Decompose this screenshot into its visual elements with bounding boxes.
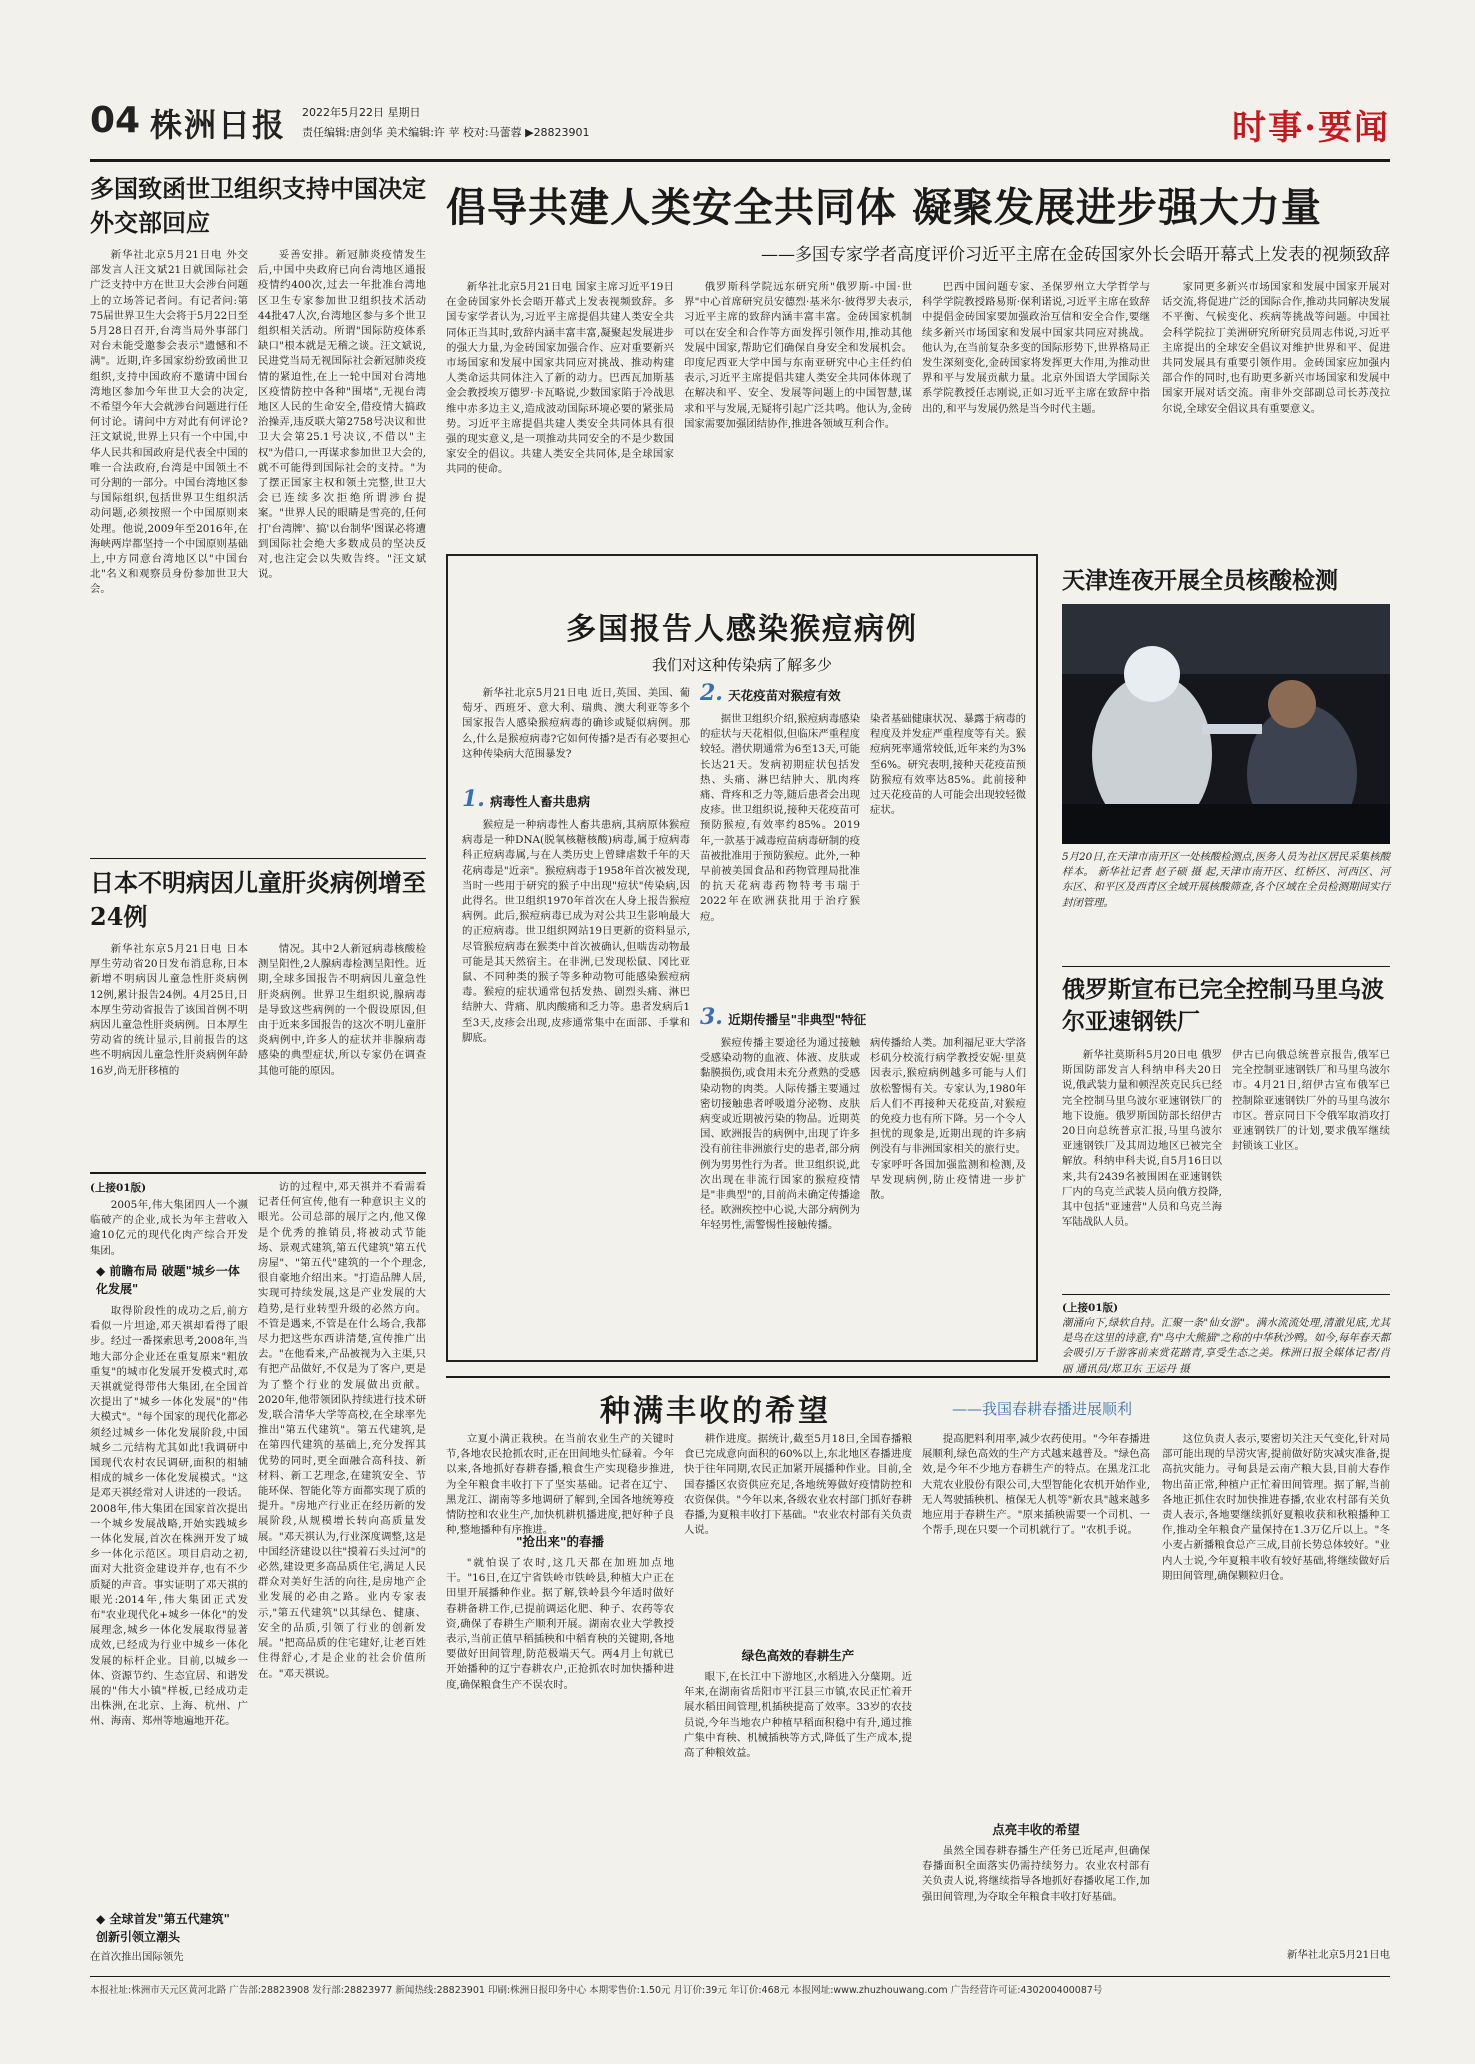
tianjin-caption: 5月20日,在天津市南开区一处核酸检测点,医务人员为社区居民采集核酸样本。 新华社记者 赵子硕 摄 起,天津市南开区、红桥区、河西区、河东区、和平区及西青区全域开展核酸筛查,各个区域在全员检测期间实行封闭管理。: [1062, 851, 1390, 909]
poem-text: 潮涌向下,绿软自持。汇聚一条"仙女游"。满水流流处理,清澈见底,尤其是鸟在这里的诗意,有"鸟中大熊猫"之称的中华秋沙鸭。如今,每年春天都会吸引万千游客前来赏花踏青,享受生态之美。株洲日报全媒体记者/肖丽 通讯员/郑卫东 王运丹 摄: [1062, 1317, 1390, 1375]
monkeypox-headline: 多国报告人感染猴痘病例: [566, 612, 918, 647]
footer-rule: [90, 1976, 1390, 1977]
harvest-col3b: 虽然全国春耕春播生产任务已近尾声,但确保春播面积全面落实仍需持续努力。农业农村部有关负责人说,将继续指导各地抓好春播收尾工作,加强田间管理,为夺取全年粮食丰收打好基础。: [922, 1845, 1150, 1903]
divider: [90, 1172, 426, 1174]
harvest-subhead-2: 绿色高效的春耕生产: [741, 1648, 855, 1663]
section-heading: 天花疫苗对猴痘有效: [728, 688, 841, 703]
divider: [1062, 1294, 1390, 1295]
section-heading: 近期传播呈"非典型"特征: [728, 1012, 867, 1027]
tianjin-headline: 天津连夜开展全员核酸检测: [1062, 567, 1338, 594]
lead-subtitle: ——多国专家学者高度评价习近平主席在金砖国家外长会晤开幕式上发表的视频致辞: [761, 245, 1390, 265]
section-number: 1.: [462, 786, 485, 812]
divider: [1062, 966, 1390, 967]
continuation-subhead-2: ◆ 全球首发"第五代建筑" 创新引领立潮头: [96, 1912, 230, 1944]
continuation-col2: 访的过程中,邓天祺并不看需看记者任何宣传,他有一种意识主义的眼光。公司总部的展厅之内,他又像是个优秀的推销员,将被动式节能场、景观式建筑,第五代建筑"第五代房屋"、"第五代"建筑的一个个理念,很自豪地介绍出来。"打造品牌人居,实现可持续发展,这是产业发展的大趋势,是行业转型升级的必然方向。不管是遇来,不管是在什么场合,我都尽力把这些东西讲清楚,宣传推广出去。"在他看来,产品被视为入主渠,只有把产品做好,不仅是为了客户,更是为了整个行业的发展做出贡献。2020年,他带领团队持续进行技术研发,联合清华大学等高校,在全球率先推出"第五代建筑"。第五代建筑,是在第四代建筑的基础上,充分发挥其优势的同时,更全面融合高科技、新材料、新工艺理念,在建筑安全、节能环保、智能化等方面都实现了质的提升。"房地产行业正在经历新的发展阶段,从规模增长转向高质量发展。"邓天祺认为,行业深度调整,这是中国经济建设以往"摸着石头过河"的必然,建设更多高品质住宅,满足人民群众对美好生活的向往,是房地产企业发展的必由之路。业内专家表示,"第五代建筑"以其绿色、健康、安全的品质,引领了行业的创新发展。"把高品质的住宅建好,让老百姓住得舒心,才是企业的社会价值所在。"邓天祺说。: [258, 1181, 426, 1680]
monkeypox-body-2: 据世卫组织介绍,猴痘病毒感染的症状与天花相似,但临床严重程度较轻。潜伏期通常为6至13天,可能长达21天。发病初期症状包括发热、头痛、淋巴结肿大、肌肉疼痛、背疼和乏力等,随后患者会出现皮疹。世卫组织说,接种天花疫苗可预防猴痘,有效率约85%。2019年,一款基于减毒痘苗病毒研制的疫苗被批准用于预防猴痘。此外,一种早前被美国食品和药物管理局批准的抗天花病毒药物特考韦瑞于2022年在欧洲获批用于治疗猴痘。: [700, 713, 860, 923]
who-body-col2: 妥善安排。新冠肺炎疫情发生后,中国中央政府已向台湾地区通报疫情约400次,过去一年批准台湾地区卫生专家参加世卫组织技术活动44批47人次,台湾地区参与多个世卫组织相关活动。所谓"国际防疫体系缺口"根本就是无稽之谈。汪文斌说,民进党当局无视国际社会新冠肺炎疫情的紧迫性,在上一轮中国对台湾地区疫情防控中各种"围堵",无视台湾地区人民的生命安全,借疫情大搞政治操弄,违反联大第2758号决议和世卫大会第25.1号决议,不借以"主权"为借口,一再谋求参加世卫大会的,就不可能得到国际社会的支持。"为了摆正国家主权和领土完整,世卫大会已连续多次拒绝所谓涉台提案。"世界人民的眼睛是雪亮的,任何打'台湾牌'、搞'以台制华'图谋必将遭到国际社会绝大多数成员的坚决反对,也注定会以失败告终。"汪文斌说。: [258, 249, 426, 581]
page-number: 04: [90, 100, 141, 141]
continuation-subhead-1: ◆ 前瞻布局 破题"城乡一体化发展": [96, 1264, 240, 1296]
continuation-col1c: 在首次推出国际领先: [90, 1951, 184, 1963]
continuation-col1: 2005年,伟大集团四人一个濒临破产的企业,成长为年主营收入逾10亿元的现代化肉产综合开发集团。: [90, 1199, 248, 1257]
who-headline: 多国致函世卫组织支持中国决定 外交部回应: [90, 174, 426, 237]
section-heading: 病毒性人畜共患病: [490, 794, 591, 809]
lead-headline: 倡导共建人类安全共同体 凝聚发展进步强大力量: [446, 184, 1322, 231]
harvest-col4: 这位负责人表示,要密切关注天气变化,针对局部可能出现的旱涝灾害,提前做好防灾减灾准备,提高抗灾能力。寻甸县是云南产粮大县,目前大春作物出苗正常,种植户正忙着田间管理。据了解,当前各地正抓住农时加快推进春播,农业农村部有关负责人表示,各地要继续抓好夏粮收获和秋粮播种工作,推动全年粮食产量保持在1.3万亿斤以上。"冬小麦占新播粮食总产三成,目前长势总体较好。"业内人士说,今年夏粮丰收有较好基础,将继续做好后期田间管理,确保颗粒归仓。: [1162, 1433, 1390, 1582]
section-name: 时事·要闻: [1232, 108, 1390, 148]
tianjin-photo: [1062, 604, 1390, 844]
continuation-col1b: 取得阶段性的成功之后,前方看似一片坦途,邓天祺却看得了眼步。经过一番探索思考,2008年,当地大部分企业还在重复原来"粗放重复"的城市化发展开发模式时,邓天祺就觉得带伟大集团,在全国首次提出了"城乡一体化发展"的"伟大模式"。"每个国家的现代化都必须经过城乡一体化发展阶段,中国城乡二元结构尤其如此!我调研中国现代农村农民调研,面积的相辅相成的城乡一体化发展模式。"这是邓天祺经常对人讲述的一段话。2008年,伟大集团在国家首次提出一个城乡发展战略,开始实践城乡一体化发展,首次在株洲开发了城乡一体化示范区。项目启动之初,面对大批资金建设并存,也有不少质疑的声音。事实证明了邓天祺的眼光:2014年,伟大集团正式发布"农业现代化+城乡一体化"的发展理念,城乡一体化发展取得显著成效,已经成为行业中城乡一体化发展的标杆企业。目前,以城乡一体、资源节约、生态宜居、和谐发展的"伟大小镇"样板,已经成功走出株洲,在北京、上海、杭州、广州、海南、郑州等地遍地开花。: [90, 1305, 248, 1728]
date-line: 2022年5月22日 星期日: [302, 106, 421, 119]
liver-headline: 日本不明病因儿童肝炎病例增至24例: [90, 868, 426, 931]
lead-body-col2: 俄罗斯科学院远东研究所"俄罗斯-中国·世界"中心首席研究员安德烈·基米尔·彼得罗夫表示,习近平主席的致辞内涵丰富丰富。金砖国家机制可以在安全和合作等方面发挥引领作用,推动其他发展中国家,帮助它们确保自身安全和发展机会。印度尼西亚大学中国与东南亚研究中心主任约伯表示,习近平主席提倡共建人类安全共同体体现了在解决和平、安全、发展等问题上的中国智慧,谋求和平与发展,无疑将引起广泛共鸣。他认为,金砖国家需要加强团结协作,推进各领域互利合作。: [684, 281, 912, 430]
monkeypox-body-3b: 病传播给人类。加利福尼亚大学洛杉矶分校流行病学教授安妮·里莫因表示,猴痘病例越多可能与人们放松警惕有关。专家认为,1980年后人们不再接种天花疫苗,对猴痘的免疫力也有所下降。另一个令人担忧的现象是,近期出现的许多病例没有与非洲国家相关的旅行史。专家呼吁各国加强监测和检测,及早发现病例,防止疫情进一步扩散。: [870, 1037, 1026, 1202]
harvest-col1: 立夏小满正栽秧。在当前农业生产的关键时节,各地农民抢抓农时,正在田间地头忙碌着。今年以来,各地抓好春耕春播,粮食生产实现稳步推进,为全年粮食丰收打下了坚实基础。记者在辽宁、黑龙江、湖南等多地调研了解到,全国各地统筹疫情防控和农业生产,加快机耕机播进度,把好种子良种,整地播种有序推进。: [446, 1433, 674, 1537]
monkeypox-body-1: 猴痘是一种病毒性人畜共患病,其病原体猴痘病毒是一种DNA(脱氧核糖核酸)病毒,属于痘病毒科正痘病毒属,与在人类历史上曾肆虐数千年的天花病毒是"近亲"。猴痘病毒于1958年首次被发现,当时一些用于研究的猴子中出现"痘状"传染病,因此得名。世卫组织1970年首次在人身上报告猴痘病例。此后,猴痘病毒已成为对公共卫生影响最大的正痘病毒。世卫组织网站19日更新的资料显示,尽管猴痘病毒在猴类中首次被确认,但啮齿动物最可能是其天然宿主。在非洲,已发现松鼠、冈比亚鼠、不同种类的猴子等多种动物可能感染猴痘病毒。猴痘的症状通常包括发热、剧烈头痛、淋巴结肿大、背痛、肌肉酸痛和乏力等。患者发病后1至3天,皮疹会出现,皮疹通常集中在面部、手掌和脚底。: [462, 819, 690, 1044]
harvest-col2: 耕作进度。据统计,截至5月18日,全国春播粮食已完成意向面积的60%以上,东北地区春播进度快于往年同期,农民正加紧开展播种作业。目前,全国春播区农资供应充足,各地统筹做好疫情防控和农资保供。"今年以来,各级农业农村部门抓好春耕春播,为夏粮丰收打下基础。"农业农村部有关负责人说。: [684, 1433, 912, 1537]
monkeypox-section-2: [700, 680, 880, 706]
liver-body-col1: 新华社东京5月21日电 日本厚生劳动省20日发布消息称,日本新增不明病因儿童急性肝炎病例12例,累计报告24例。4月25日,日本厚生劳动省报告了该国首例不明病因儿童急性肝炎病例。日本厚生劳动省的统计显示,目前报告的这些不明病因儿童急性肝炎病例年龄16岁,尚无肝移植的: [90, 943, 248, 1077]
paper-name: 株洲日报: [150, 106, 287, 144]
mariupol-headline: 俄罗斯宣布已完全控制马里乌波尔亚速钢铁厂: [1062, 976, 1384, 1035]
section-number: 2.: [700, 680, 723, 706]
monkeypox-intro: 新华社北京5月21日电 近日,英国、美国、葡萄牙、西班牙、意大利、瑞典、澳大利亚等多个国家报告人感染猴痘病毒的确诊或疑似病例。那么,什么是猴痘病毒?它如何传播?是否有必要担心这种传染病大范围暴发?: [462, 687, 690, 760]
harvest-col3: 提高肥料利用率,减少农药使用。"今年春播进展顺利,绿色高效的生产方式越来越普及。"绿色高效,是今年不少地方春耕生产的特点。在黑龙江北大荒农业股份有限公司,大型智能化农机开始作业,无人驾驶插秧机、植保无人机等"新农具"越来越多地应用于春耕生产。"原来插秧需要一个司机、一个帮手,现在只要一个司机就行了。"农机手说。: [922, 1433, 1150, 1537]
monkeypox-body-3: 猴痘传播主要途径为通过接触受感染动物的血液、体液、皮肤或黏膜损伤,或食用未充分煮熟的受感染动物的肉类。人际传播主要通过密切接触患者呼吸道分泌物、皮肤病变或近期被污染的物品。近期英国、欧洲报告的病例中,出现了许多没有前往非洲旅行史的患者,部分病例为男男性行为者。世卫组织说,此次出现在非流行国家的猴痘疫情是"非典型"的,目前尚未确定传播途径。欧洲疾控中心说,大部分病例为年轻男性,需警惕性接触传播。: [700, 1037, 860, 1232]
monkeypox-section-3: [700, 1004, 1020, 1030]
lead-body-col1: 新华社北京5月21日电 国家主席习近平19日在金砖国家外长会晤开幕式上发表视频致辞。多国专家学者认为,习近平主席提倡共建人类安全共同体正当其时,致辞内涵丰富丰富,凝聚起发展进步的强大力量,为金砖国家加强合作、应对重要新兴市场国家和发展中国家共同应对挑战、推动构建人类命运共同体注入了新的动力。巴西瓦加斯基金会教授埃万德罗·卡瓦略说,少数国家陷于冷战思维中赤多边主义,造成波动国际环境必要的紧张局势。习近平主席提倡共建人类安全共同体具有很强的现实意义,是一项推动共同安全的不是少数国家安全的倡议。共建人类安全共同体,是全球国家共同的使命。: [446, 281, 674, 476]
harvest-col1b: "就怕误了农时,这几天都在加班加点地干。"16日,在辽宁省铁岭市铁岭县,种植大户正在田里开展播种作业。据了解,铁岭县今年适时做好春耕备耕工作,已提前调运化肥、种子、农药等农资,确保了春耕生产顺利开展。湖南农业大学教授表示,当前正值早稻插秧和中稻育秧的关键期,各地要做好田间管理,防范极端天气。两4月上旬就已开始播种的辽宁春耕农户,正抢抓农时加快播种进度,确保粮食生产不误农时。: [446, 1557, 674, 1691]
lead-body-col4: 家同更多新兴市场国家和发展中国家开展对话交流,将促进广泛的国际合作,推动共同解决发展不平衡、气候变化、疾病等挑战等问题。中国社会科学院拉丁美洲研究所研究员周志伟说,习近平主席提出的全球安全倡议对维护世界和平、促进共同发展具有重要引领作用。金砖国家应加强内部合作的同时,也有助更多新兴市场国家和发展中国家开展对话交流。南非外交部副总司长苏茂拉尔说,全球安全倡议具有重要意义。: [1162, 281, 1390, 415]
photo-illustration: [1062, 604, 1390, 844]
monkeypox-subtitle: 我们对这种传染病了解多少: [651, 656, 832, 674]
harvest-subhead-3: 点亮丰收的希望: [992, 1822, 1080, 1837]
monkeypox-body-2b: 染者基础健康状况、暴露于病毒的程度及并发症严重程度等有关。猴痘病死率通常较低,近年来约为3%至6%。研究表明,接种天花疫苗预防猴痘有效率达85%。此前接种过天花疫苗的人可能会出现较轻微症状。: [870, 713, 1026, 817]
harvest-subtitle: ——我国春耕春播进展顺利: [952, 1400, 1133, 1418]
harvest-byline: 新华社北京5月21日电: [1287, 1949, 1390, 1961]
masthead-rule: [90, 159, 1390, 162]
who-body-col1: 新华社北京5月21日电 外交部发言人汪文斌21日就国际社会广泛支持中方在世卫大会涉台问题上的立场答记者问。有记者问:第75届世界卫生大会将于5月22日至5月28日召开,台湾当局外事部门对台未能受邀参会表示"遗憾和不满"。近期,许多国家纷纷致函世卫组织,支持中国政府不邀请中国台湾地区参加今年世卫大会的决定,不希望今年大会就涉台问题进行任何讨论。请问中方对此有何评论?汪文斌说,世界上只有一个中国,中华人民共和国政府是代表全中国的唯一合法政府,台湾是中国领土不可分割的一部分。中国台湾地区参与国际组织,包括世界卫生组织活动问题,必须按照一个中国原则来处理。他说,2009年至2016年,在海峡两岸都坚持一个中国原则基础上,中方同意台湾地区以"中国台北"名义和观察员身份参加世卫大会。: [90, 249, 248, 596]
harvest-subhead-1: "抢出来"的春播: [515, 1534, 605, 1549]
divider: [446, 1376, 1390, 1378]
continuation-label: (上接01版): [90, 1182, 147, 1194]
harvest-col2b: 眼下,在长江中下游地区,水稻进入分蘖期。近年来,在湖南省岳阳市平江县三市镇,农民正忙着开展水稻田间管理,机插秧提高了效率。33岁的农技员说,今年当地农户种植早稻面积稳中有升,通过推广集中育秧、机械插秧等方式,降低了生产成本,提高了种粮效益。: [684, 1671, 912, 1760]
footer-info: 本报社址:株洲市天元区黄河北路 广告部:28823908 发行部:28823977 新闻热线:28823901 印刷:株洲日报印务中心 本期零售价:1.50元 月订价:39元 年订价:468元 本报网址:www.zhuzhouwang.com 广告经营许可证:430200400087号: [90, 1985, 1103, 1996]
editors-line: 责任编辑:唐剑华 美术编辑:许 苹 校对:马蕾蓉 ▶28823901: [302, 126, 590, 139]
lead-body-col3: 巴西中国问题专家、圣保罗州立大学哲学与科学学院教授路易斯·保利诺说,习近平主席在致辞中提倡金砖国家要加强政治互信和安全合作,要继续多新兴市场国家和发展中国家共同应对挑战。他认为,在当前复杂多变的国际形势下,世界格局正发生深刻变化,金砖国家将发挥更大作用,为推动世界和平与发展贡献力量。北京外国语大学国际关系学院教授任志刚说,正如习近平主席在致辞中指出的,和平与发展仍然是当今时代主题。: [922, 281, 1150, 415]
harvest-headline: 种满丰收的希望: [600, 1394, 831, 1429]
mariupol-body-col1: 新华社莫斯科5月20日电 俄罗斯国防部发言人科纳申科夫20日说,俄武装力量和顿涅茨克民兵已经完全控制马里乌波尔亚速钢铁厂的地下设施。俄罗斯国防部长绍伊古20日向总统普京汇报,马里乌波尔亚速钢铁厂及其周边地区已被完全解放。科纳申科夫说,自5月16日以来,共有2439名被围困在亚速钢铁厂内的乌克兰武装人员向俄方投降,其中包括"亚速营"人员和乌克兰海军陆战队人员。: [1062, 1049, 1222, 1229]
masthead: [90, 100, 1390, 158]
divider: [90, 858, 426, 859]
poem-label: (上接01版): [1062, 1302, 1119, 1314]
monkeypox-section-1: [462, 786, 690, 812]
liver-body-col2: 情况。其中2人新冠病毒核酸检测呈阳性,2人腺病毒检测呈阳性。近期,全球多国报告不明病因儿童急性肝炎病例。世界卫生组织说,腺病毒是导致这些病例的一个假设原因,但由于近来多国报告的这次不明儿童肝炎病例中,许多人的症状并非腺病毒感染的典型症状,所以专家仍在调查其他可能的原因。: [258, 943, 426, 1077]
section-number: 3.: [700, 1004, 723, 1030]
mariupol-body-col2: 伊古已向俄总统普京报告,俄军已完全控制亚速钢铁厂和马里乌波尔市。4月21日,绍伊古宣布俄军已控制除亚速钢铁厂外的马里乌波尔市区。普京同日下令俄军取消攻打亚速钢铁厂的计划,要求俄军继续封锁该工业区。: [1232, 1049, 1390, 1153]
